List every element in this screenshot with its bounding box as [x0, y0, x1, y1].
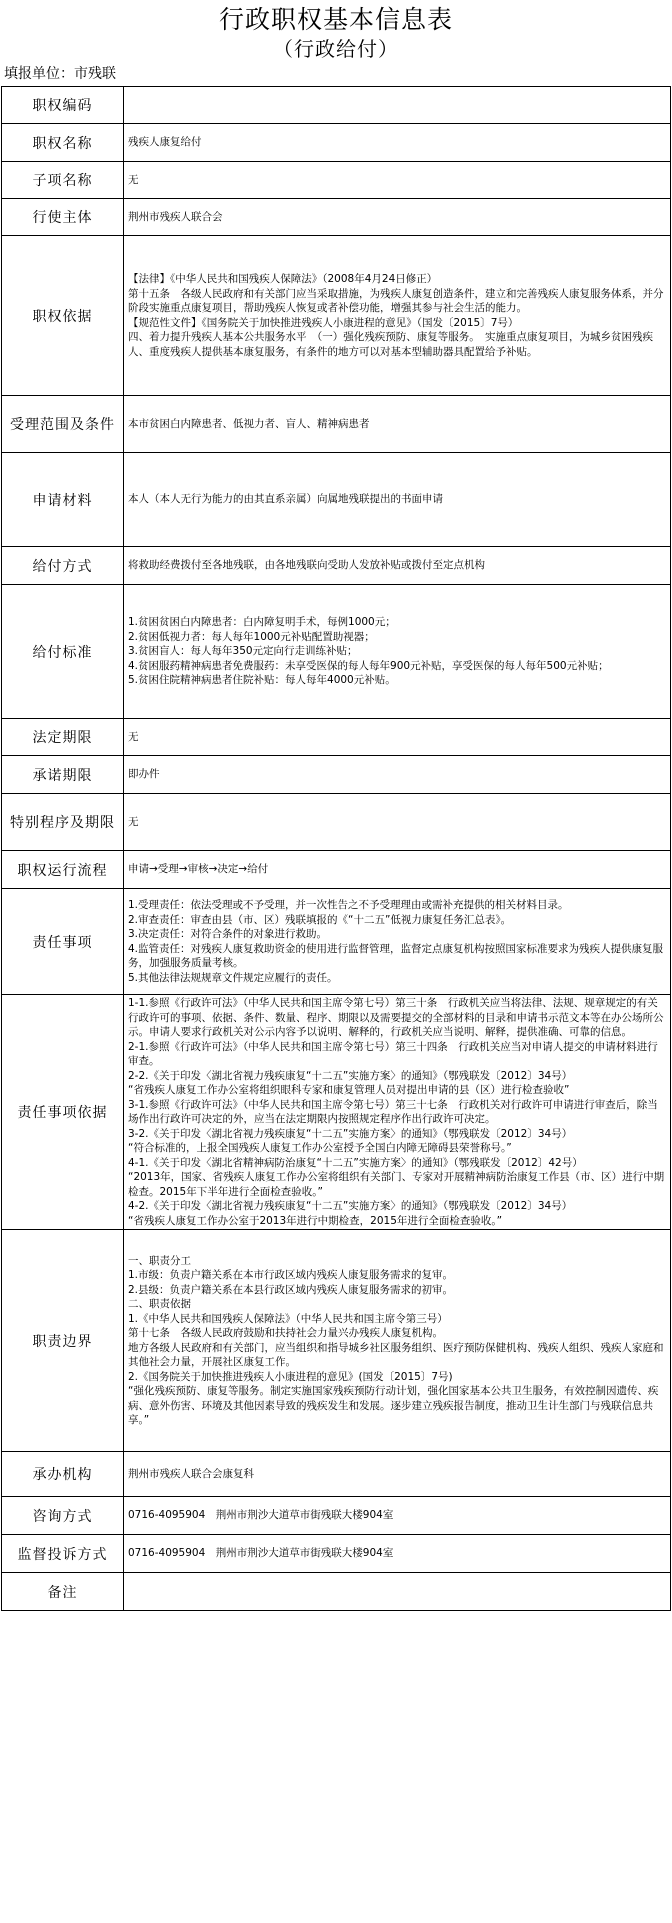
- value-line: 4-2.《关于印发〈湖北省视力残疾康复“十二五”实施方案〉的通知》（鄂残联发〔2012〕34号）: [128, 1200, 573, 1212]
- table-row: [2, 124, 671, 162]
- table-row: [2, 199, 671, 236]
- row-label: 承办机构: [2, 1452, 124, 1497]
- table-row: [2, 851, 671, 889]
- value-line: 2.《国务院关于加快推进残疾人小康进程的意见》(国发〔2015〕7号): [128, 1370, 453, 1383]
- table-row: [2, 1230, 671, 1452]
- value-line: 3.贫困盲人：每人每年350元定向行走训练补贴；: [128, 645, 358, 658]
- value-line: 0716-4095904 荆州市荆沙大道草市街残联大楼904室: [128, 1547, 394, 1560]
- row-value: [124, 995, 671, 1230]
- table-row: [2, 889, 671, 995]
- value-line: 2-1.参照《行政许可法》（中华人民共和国主席令第七号）第三十四条 行政机关应当对申请人提交的申请材料进行审查。: [128, 1040, 658, 1067]
- value-line: 3.决定责任：对符合条件的对象进行救助。: [128, 928, 328, 940]
- value-line: 2-2.《关于印发〈湖北省视力残疾康复“十二五”实施方案〉的通知》（鄂残联发〔2012〕34号）: [128, 1069, 573, 1082]
- row-label: 特别程序及期限: [2, 794, 124, 851]
- row-value: [124, 1573, 671, 1611]
- row-label: 申请材料: [2, 453, 124, 547]
- value-line: “强化残疾预防、康复等服务。制定实施国家残疾预防行动计划，强化国家基本公共卫生服务，有效控制因遗传、疾病、意外伤害、环境及其他因素导致的残疾发生和发展。逐步建立残疾报告制度，推动卫生计生部门与残联信息共享。”: [128, 1385, 659, 1426]
- table-row: [2, 719, 671, 756]
- row-label: 责任事项依据: [2, 995, 124, 1230]
- value-line: 无: [128, 815, 139, 828]
- reporting-unit: 填报单位：市残联: [4, 66, 116, 82]
- table-row: [2, 1573, 671, 1611]
- row-label: 行使主体: [2, 199, 124, 236]
- value-line: 4.贫困服药精神病患者免费服药：未享受医保的每人每年900元补贴，享受医保的每人每年500元补贴；: [128, 659, 609, 672]
- value-line: 本人（本人无行为能力的由其直系亲属）向属地残联提出的书面申请: [128, 493, 443, 506]
- table-row: [2, 585, 671, 719]
- value-line: 4.监管责任：对残疾人康复救助资金的使用进行监督管理，监督定点康复机构按照国家标准要求为残疾人提供康复服务，加强服务质量考核。: [128, 942, 664, 969]
- value-line: 荆州市残疾人联合会康复科: [128, 1467, 254, 1480]
- value-line: 5.其他法律法规规章文件规定应履行的责任。: [128, 971, 338, 984]
- row-label: 责任事项: [2, 889, 124, 995]
- value-line: 2.贫困低视力者：每人每年1000元补贴配置助视器；: [128, 630, 375, 643]
- page-subtitle: （行政给付）: [273, 37, 399, 61]
- table-row: [2, 547, 671, 585]
- value-line: 第十五条 各级人民政府和有关部门应当采取措施，为残疾人康复创造条件，建立和完善残疾人康复服务体系，并分阶段实施重点康复项目，帮助残疾人恢复或者补偿功能，增强其参与社会生活的能力。: [128, 287, 664, 314]
- row-label: 职责边界: [2, 1230, 124, 1452]
- value-line: 1.《中华人民共和国残疾人保障法》（中华人民共和国主席令第三号）: [128, 1312, 448, 1325]
- row-value: [124, 889, 671, 995]
- value-line: 残疾人康复给付: [128, 136, 202, 149]
- row-value: [124, 162, 671, 199]
- value-line: 2.审查责任：审查由县（市、区）残联填报的《“十二五”低视力康复任务汇总表》。: [128, 913, 512, 926]
- table-row: [2, 396, 671, 453]
- row-value: [124, 547, 671, 585]
- row-label: 给付方式: [2, 547, 124, 585]
- value-line: 一、职责分工: [128, 1254, 191, 1267]
- row-value: [124, 719, 671, 756]
- row-value: [124, 453, 671, 547]
- value-line: 1.贫困贫困白内障患者：白内障复明手术，每例1000元；: [128, 616, 396, 629]
- table-row: [2, 756, 671, 794]
- value-line: 二、职责依据: [128, 1298, 191, 1310]
- row-label: 职权依据: [2, 236, 124, 396]
- value-line: 3-1.参照《行政许可法》（中华人民共和国主席令第七号）第三十七条 行政机关对行政许可申请进行审查后，除当场作出行政许可决定的外，应当在法定期限内按照规定程序作出行政许可决定。: [128, 1098, 658, 1125]
- row-value: [124, 396, 671, 453]
- value-line: 【法律】《中华人民共和国残疾人保障法》（2008年4月24日修正）: [128, 273, 438, 285]
- row-label: 职权编码: [2, 87, 124, 124]
- row-value: [124, 585, 671, 719]
- row-label: 法定期限: [2, 719, 124, 756]
- value-line: “省残疾人康复工作办公室于2013年进行中期检查，2015年进行全面检查验收。”: [128, 1214, 503, 1227]
- row-label: 承诺期限: [2, 756, 124, 794]
- value-line: 2.县级：负责户籍关系在本县行政区域内残疾人康复服务需求的初审。: [128, 1283, 454, 1296]
- row-value: [124, 124, 671, 162]
- row-label: 咨询方式: [2, 1497, 124, 1535]
- value-line: 荆州市残疾人联合会: [128, 210, 223, 223]
- table-row: [2, 1497, 671, 1535]
- row-label: 职权名称: [2, 124, 124, 162]
- row-label: 备注: [2, 1573, 124, 1611]
- table-row: [2, 236, 671, 396]
- row-value: [124, 1497, 671, 1535]
- row-label: 子项名称: [2, 162, 124, 199]
- table-row: [2, 1452, 671, 1497]
- value-line: 3-2.《关于印发〈湖北省视力残疾康复“十二五”实施方案〉的通知》（鄂残联发〔2012〕34号）: [128, 1127, 573, 1140]
- row-label: 受理范围及条件: [2, 396, 124, 453]
- row-value: [124, 199, 671, 236]
- value-line: 1-1.参照《行政许可法》（中华人民共和国主席令第七号）第三十条 行政机关应当将法律、法规、规章规定的有关行政许可的事项、依据、条件、数量、程序、期限以及需要提交的全部材料的目录和申请书示范文本等在办公场所公示。申请人要求行政机关对公示内容予以说明、解释的，行政机关应当说明、解释，提供准确、可靠的信息。: [128, 997, 664, 1038]
- value-line: 5.贫困住院精神病患者住院补贴：每人每年4000元补贴。: [128, 674, 396, 687]
- table-row: [2, 162, 671, 199]
- value-line: 第十七条 各级人民政府鼓励和扶持社会力量兴办残疾人康复机构。: [128, 1327, 443, 1339]
- row-label: 监督投诉方式: [2, 1535, 124, 1573]
- row-value: [124, 756, 671, 794]
- table-row: [2, 453, 671, 547]
- row-value: [124, 1230, 671, 1452]
- value-line: 【规范性文件】《国务院关于加快推进残疾人小康进程的意见》（国发〔2015〕7号）: [128, 316, 519, 329]
- value-line: 四、着力提升残疾人基本公共服务水平 （一）强化残疾预防、康复等服务。 实施重点康复项目，为城乡贫困残疾人、重度残疾人提供基本康复服务，有条件的地方可以对基本型辅助器具配置给予补贴。: [128, 331, 653, 358]
- value-line: 1.市级：负责户籍关系在本市行政区域内残疾人康复服务需求的复审。: [128, 1269, 454, 1281]
- table-row: [2, 995, 671, 1230]
- value-line: 将救助经费拨付至各地残联，由各地残联向受助人发放补贴或拨付至定点机构: [128, 559, 485, 572]
- value-line: 申请→受理→审核→决定→给付: [128, 863, 269, 876]
- row-label: 给付标准: [2, 585, 124, 719]
- row-value: [124, 794, 671, 851]
- value-line: 无: [128, 730, 139, 743]
- row-value: [124, 87, 671, 124]
- value-line: 4-1.《关于印发〈湖北省精神病防治康复“十二五”实施方案〉的通知》（鄂残联发〔2012〕42号）: [128, 1156, 583, 1169]
- value-line: 即办件: [128, 768, 160, 781]
- table-row: [2, 87, 671, 124]
- value-line: “2013年，国家、省残疾人康复工作办公室将组织有关部门、专家对开展精神病防治康复工作县（市、区）进行中期检查。2015年下半年进行全面检查验收。”: [128, 1171, 665, 1198]
- info-table: [1, 86, 671, 1611]
- row-value: [124, 851, 671, 889]
- value-line: 0716-4095904 荆州市荆沙大道草市街残联大楼904室: [128, 1509, 394, 1522]
- value-line: 1.受理责任：依法受理或不予受理，并一次性告之不予受理理由或需补充提供的相关材料目录。: [128, 899, 569, 911]
- value-line: 无: [128, 173, 139, 186]
- row-value: [124, 1452, 671, 1497]
- value-line: 本市贫困白内障患者、低视力者、盲人、精神病患者: [128, 417, 370, 430]
- value-line: “省残疾人康复工作办公室将组织眼科专家和康复管理人员对提出申请的县（区）进行检查验收”: [128, 1084, 570, 1096]
- value-line: “符合标准的，上报全国残疾人康复工作办公室授予全国白内障无障碍县荣誉称号。”: [128, 1142, 512, 1154]
- row-value: [124, 1535, 671, 1573]
- page-title: 行政职权基本信息表: [218, 5, 453, 34]
- value-line: 地方各级人民政府和有关部门，应当组织和指导城乡社区服务组织、医疗预防保健机构、残疾人组织、残疾人家庭和其他社会力量，开展社区康复工作。: [128, 1341, 664, 1368]
- table-row: [2, 1535, 671, 1573]
- row-label: 职权运行流程: [2, 851, 124, 889]
- row-value: [124, 236, 671, 396]
- table-row: [2, 794, 671, 851]
